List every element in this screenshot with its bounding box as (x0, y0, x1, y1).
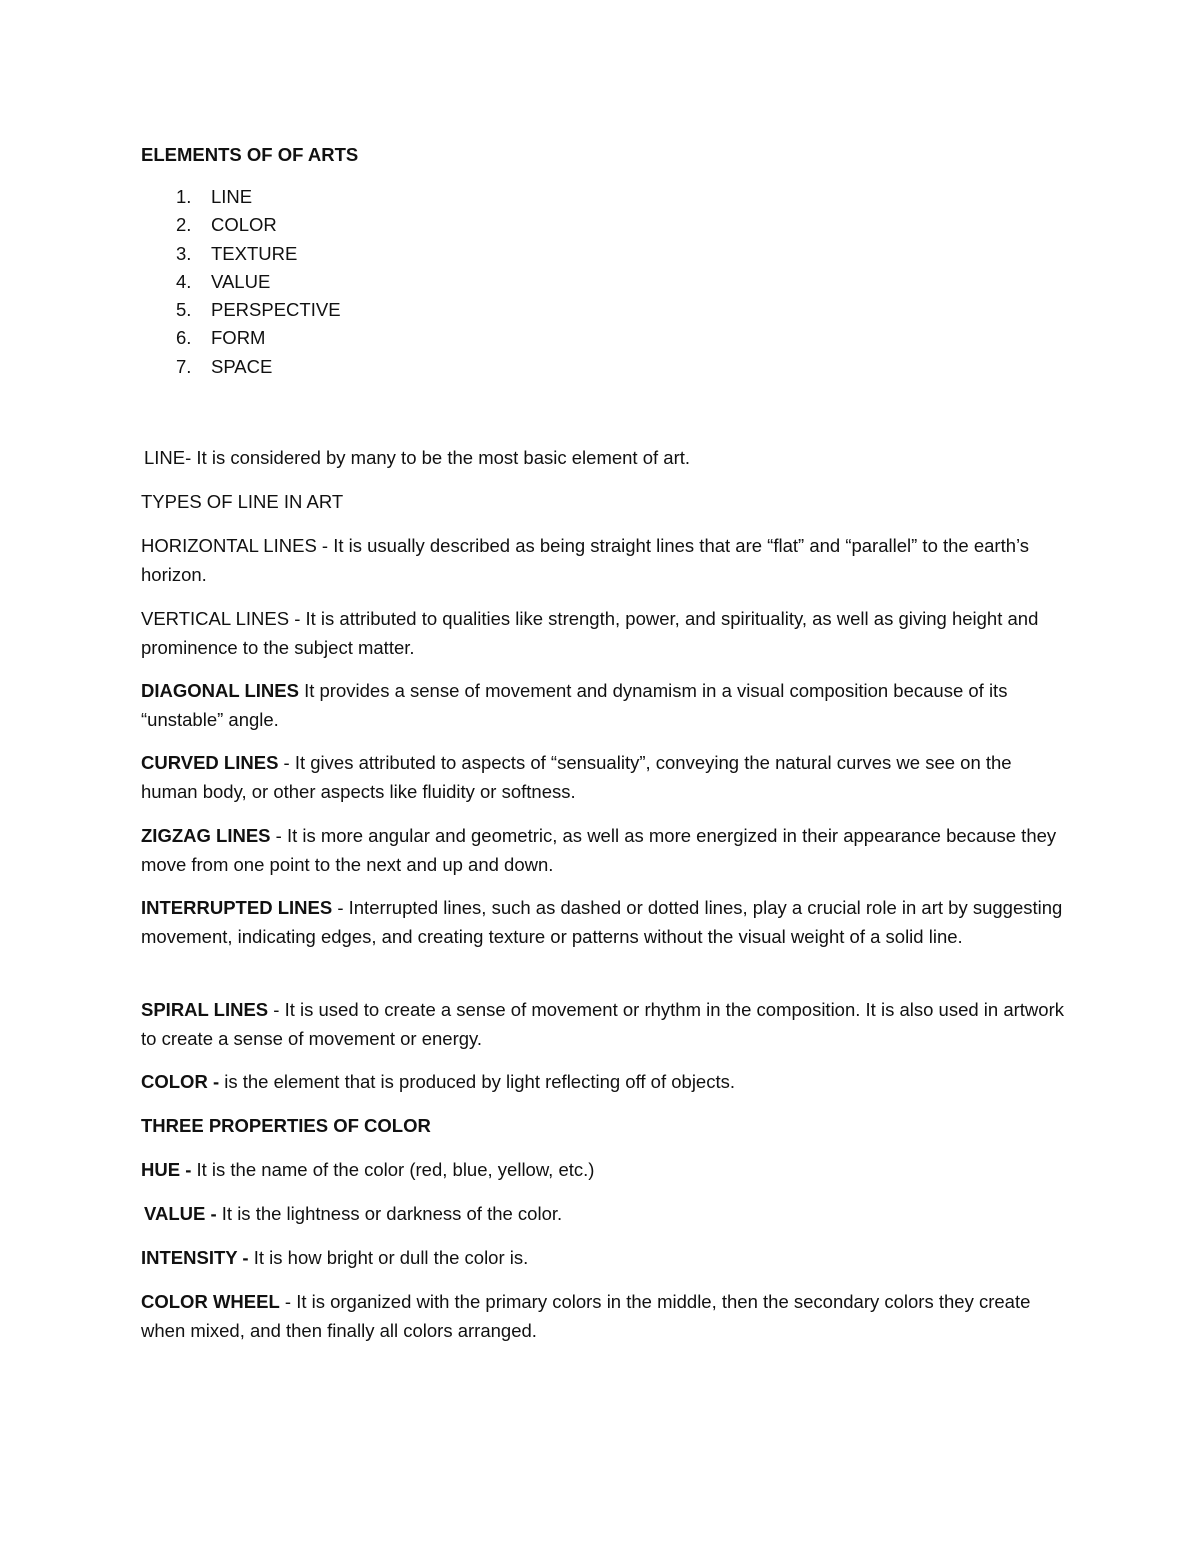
color-wheel-paragraph: COLOR WHEEL - It is organized with the primary colors in the middle, then the secondary colors they create when mixed, and then finally all colors arranged. (141, 1291, 1031, 1341)
interrupted-lines-paragraph: INTERRUPTED LINES - Interrupted lines, such as dashed or dotted lines, play a crucial role in art by suggesting movement, indicating edges, and creating texture or patterns without the visual weight of a solid line. (141, 897, 1063, 947)
types-heading: TYPES OF LINE IN ART (141, 491, 344, 512)
elements-list (141, 183, 1066, 381)
list-item: 2. COLOR (176, 214, 277, 236)
line-definition: LINE- It is considered by many to be the most basic element of art. (144, 447, 691, 468)
hue-paragraph: HUE - It is the name of the color (red, blue, yellow, etc.) (141, 1159, 595, 1180)
vertical-lines-paragraph: VERTICAL LINES - It is attributed to qualities like strength, power, and spirituality, as well as giving height and prominence to the subject matter. (141, 608, 1039, 658)
color-paragraph: COLOR - is the element that is produced by light reflecting off of objects. (141, 1071, 736, 1092)
list-item: 7. SPACE (176, 355, 273, 377)
document-title: ELEMENTS OF OF ARTS (141, 144, 359, 165)
list-item: 1. LINE (176, 186, 253, 207)
properties-heading: THREE PROPERTIES OF COLOR (141, 1115, 431, 1136)
list-item: 3. TEXTURE (176, 242, 298, 264)
list-item: 6. FORM (176, 327, 266, 349)
list-item: 5. PERSPECTIVE (176, 299, 341, 321)
document-page (141, 138, 1066, 1341)
horizontal-lines-paragraph: HORIZONTAL LINES - It is usually described as being straight lines that are “flat” and “parallel” to the earth’s horizon. (141, 535, 1030, 585)
intensity-paragraph: INTENSITY - It is how bright or dull the color is. (141, 1247, 529, 1268)
zigzag-lines-paragraph: ZIGZAG LINES - It is more angular and geometric, as well as more energized in their appearance because they move from one point to the next and up and down. (141, 825, 1057, 875)
diagonal-lines-paragraph: DIAGONAL LINES It provides a sense of movement and dynamism in a visual composition because of its “unstable” angle. (141, 680, 1008, 730)
spiral-lines-paragraph: SPIRAL LINES - It is used to create a sense of movement or rhythm in the composition. It is also used in artwork to create a sense of movement or energy. (141, 999, 1064, 1049)
curved-lines-paragraph: CURVED LINES - It gives attributed to aspects of “sensuality”, conveying the natural curves we see on the human body, or other aspects like fluidity or softness. (141, 752, 1012, 802)
value-paragraph: VALUE - It is the lightness or darkness of the color. (144, 1203, 563, 1224)
list-item: 4. VALUE (176, 270, 271, 292)
